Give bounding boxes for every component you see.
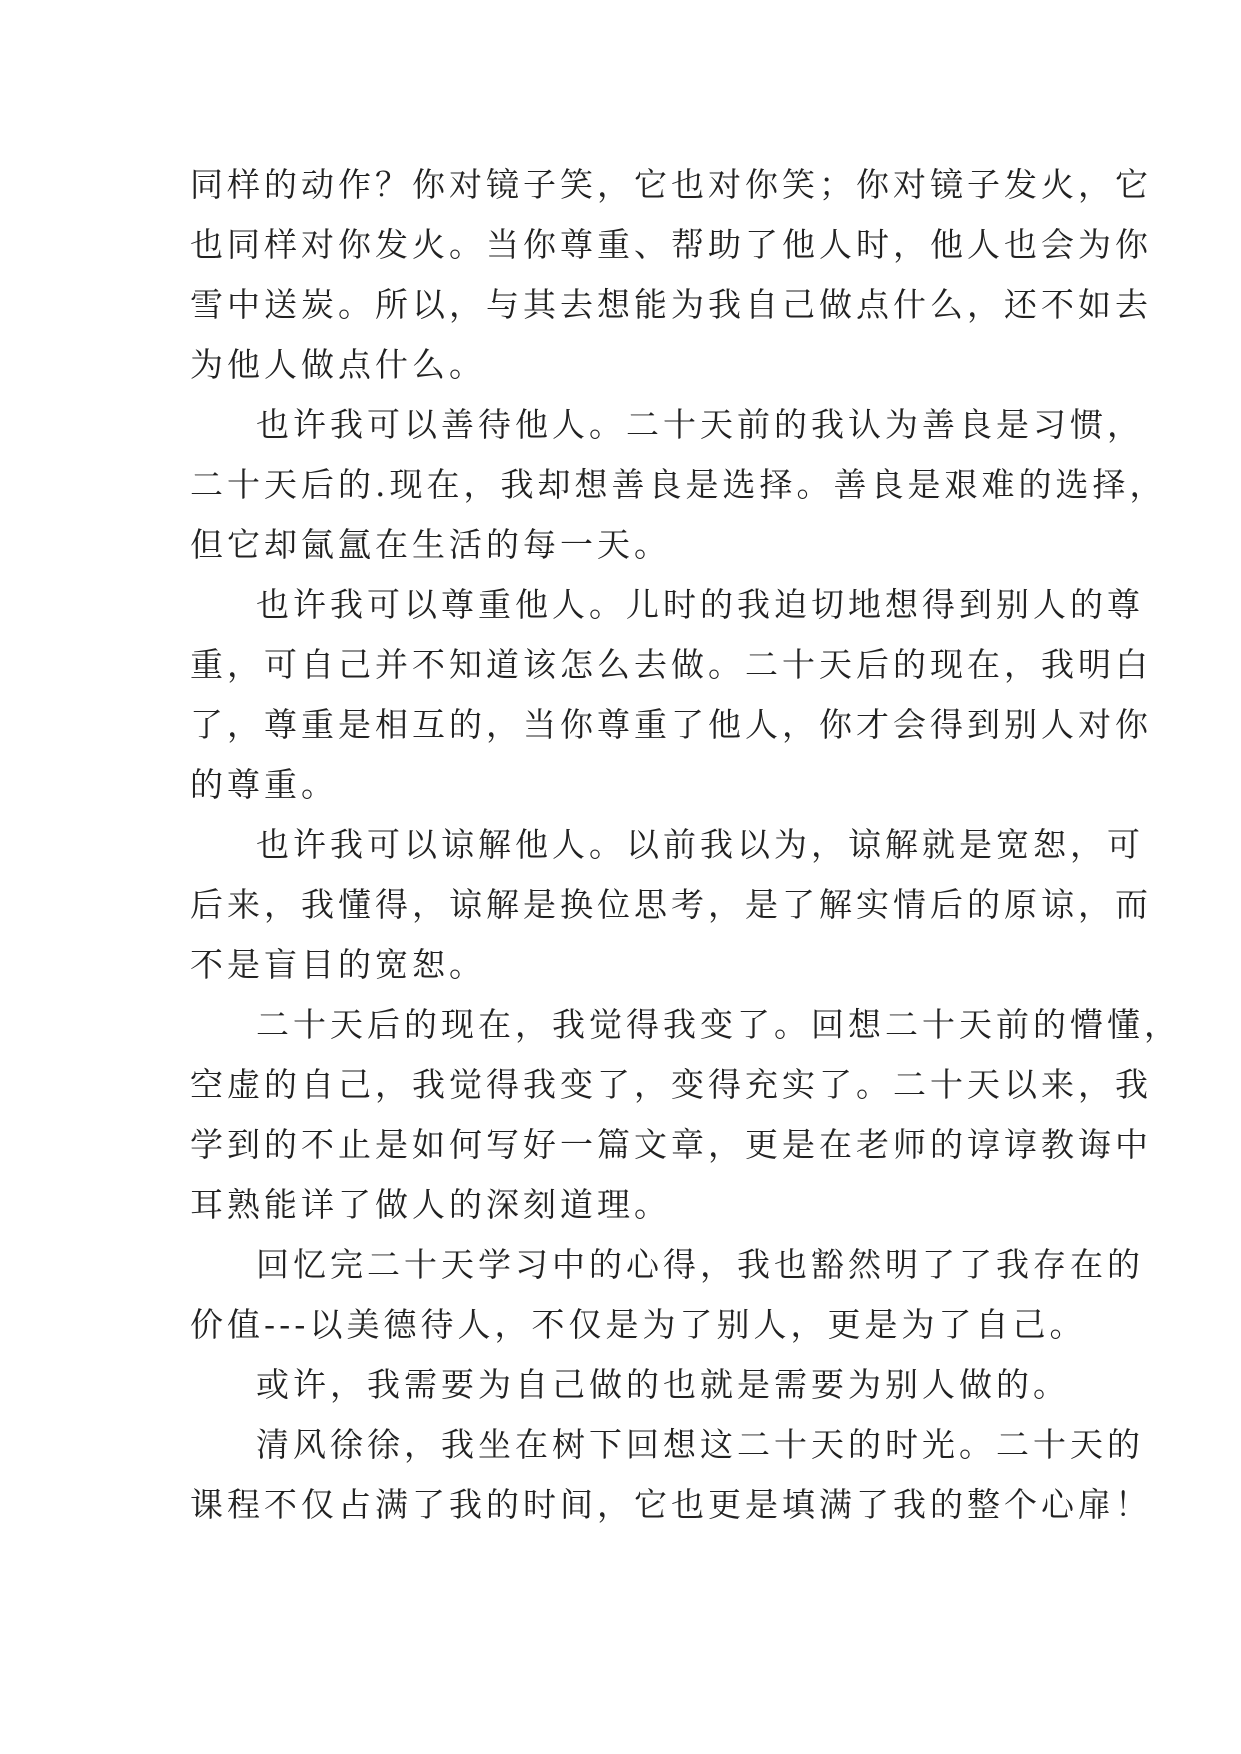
text-line: 后来，我懂得，谅解是换位思考，是了解实情后的原谅，而 xyxy=(190,885,1152,924)
text-line: 也许我可以善待他人。二十天前的我认为善良是习惯， xyxy=(256,405,1144,444)
text-line: 耳熟能详了做人的深刻道理。 xyxy=(190,1185,671,1224)
text-line: 空虚的自己，我觉得我变了，变得充实了。二十天以来，我 xyxy=(190,1065,1152,1104)
text-line: 了，尊重是相互的，当你尊重了他人，你才会得到别人对你 xyxy=(190,705,1152,744)
text-line: 也同样对你发火。当你尊重、帮助了他人时，他人也会为你 xyxy=(190,225,1152,264)
text-line: 不是盲目的宽恕。 xyxy=(190,945,486,984)
text-line: 课程不仅占满了我的时间，它也更是填满了我的整个心扉！ xyxy=(190,1485,1152,1524)
text-line: 二十天后的.现在，我却想善良是选择。善良是艰难的选择， xyxy=(190,465,1167,504)
text-line: 二十天后的现在，我觉得我变了。回想二十天前的懵懂， xyxy=(256,1005,1181,1044)
text-line: 的尊重。 xyxy=(190,765,338,804)
text-line: 或许，我需要为自己做的也就是需要为别人做的。 xyxy=(256,1365,1070,1404)
text-line: 也许我可以谅解他人。以前我以为，谅解就是宽恕，可 xyxy=(256,825,1144,864)
text-line: 重，可自己并不知道该怎么去做。二十天后的现在，我明白 xyxy=(190,645,1152,684)
text-line: 学到的不止是如何写好一篇文章，更是在老师的谆谆教诲中 xyxy=(190,1125,1152,1164)
text-line: 同样的动作？你对镜子笑，它也对你笑；你对镜子发火，它 xyxy=(190,165,1152,204)
text-line: 但它却氤氲在生活的每一天。 xyxy=(190,525,671,564)
text-line: 为他人做点什么。 xyxy=(190,345,486,384)
text-line: 回忆完二十天学习中的心得，我也豁然明了了我存在的 xyxy=(256,1245,1144,1284)
text-line: 清风徐徐，我坐在树下回想这二十天的时光。二十天的 xyxy=(256,1425,1144,1464)
document-body-text xyxy=(190,155,1181,1535)
text-line: 雪中送炭。所以，与其去想能为我自己做点什么，还不如去 xyxy=(190,285,1152,324)
text-line: 价值---以美德待人，不仅是为了别人，更是为了自己。 xyxy=(190,1305,1087,1344)
text-line: 也许我可以尊重他人。儿时的我迫切地想得到别人的尊 xyxy=(256,585,1144,624)
